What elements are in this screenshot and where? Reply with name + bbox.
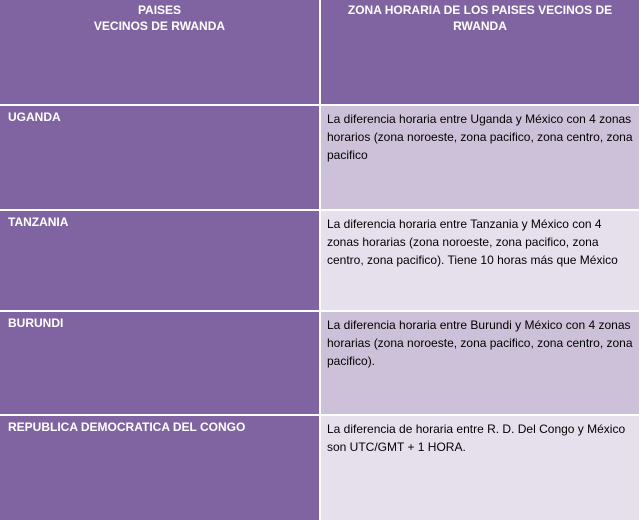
country-cell: REPUBLICA DEMOCRATICA DEL CONGO [0,416,321,520]
timezone-description: La diferencia horaria entre Tanzania y México con 4 zonas horarias (zona noroeste, zona pacifico, zona centro, zona pacifico). Tiene 10 horas más que México [321,211,639,312]
header-countries-line2: VECINOS DE RWANDA [93,19,226,33]
header-timezone [321,0,639,106]
header-timezone-label: ZONA HORARIA DE LOS PAISES VECINOS DE RWANDA [347,3,613,33]
table-row [0,211,639,312]
table-row [0,416,639,520]
country-cell: UGANDA [0,106,321,211]
country-cell: BURUNDI [0,312,321,416]
timezone-description: La diferencia horaria entre Uganda y México con 4 zonas horarios (zona noroeste, zona pacifico, zona centro, zona pacifico [321,106,639,211]
table-header-row [0,0,639,106]
table-row [0,312,639,416]
header-countries [0,0,321,106]
timezone-description: La diferencia horaria entre Burundi y México con 4 zonas horarias (zona noroeste, zona pacifico, zona centro, zona pacifico). [321,312,639,416]
country-cell: TANZANIA [0,211,321,312]
header-countries-line1: PAISES [137,3,182,17]
timezone-description: La diferencia de horaria entre R. D. Del Congo y México son UTC/GMT + 1 HORA. [321,416,639,520]
table-row [0,106,639,211]
